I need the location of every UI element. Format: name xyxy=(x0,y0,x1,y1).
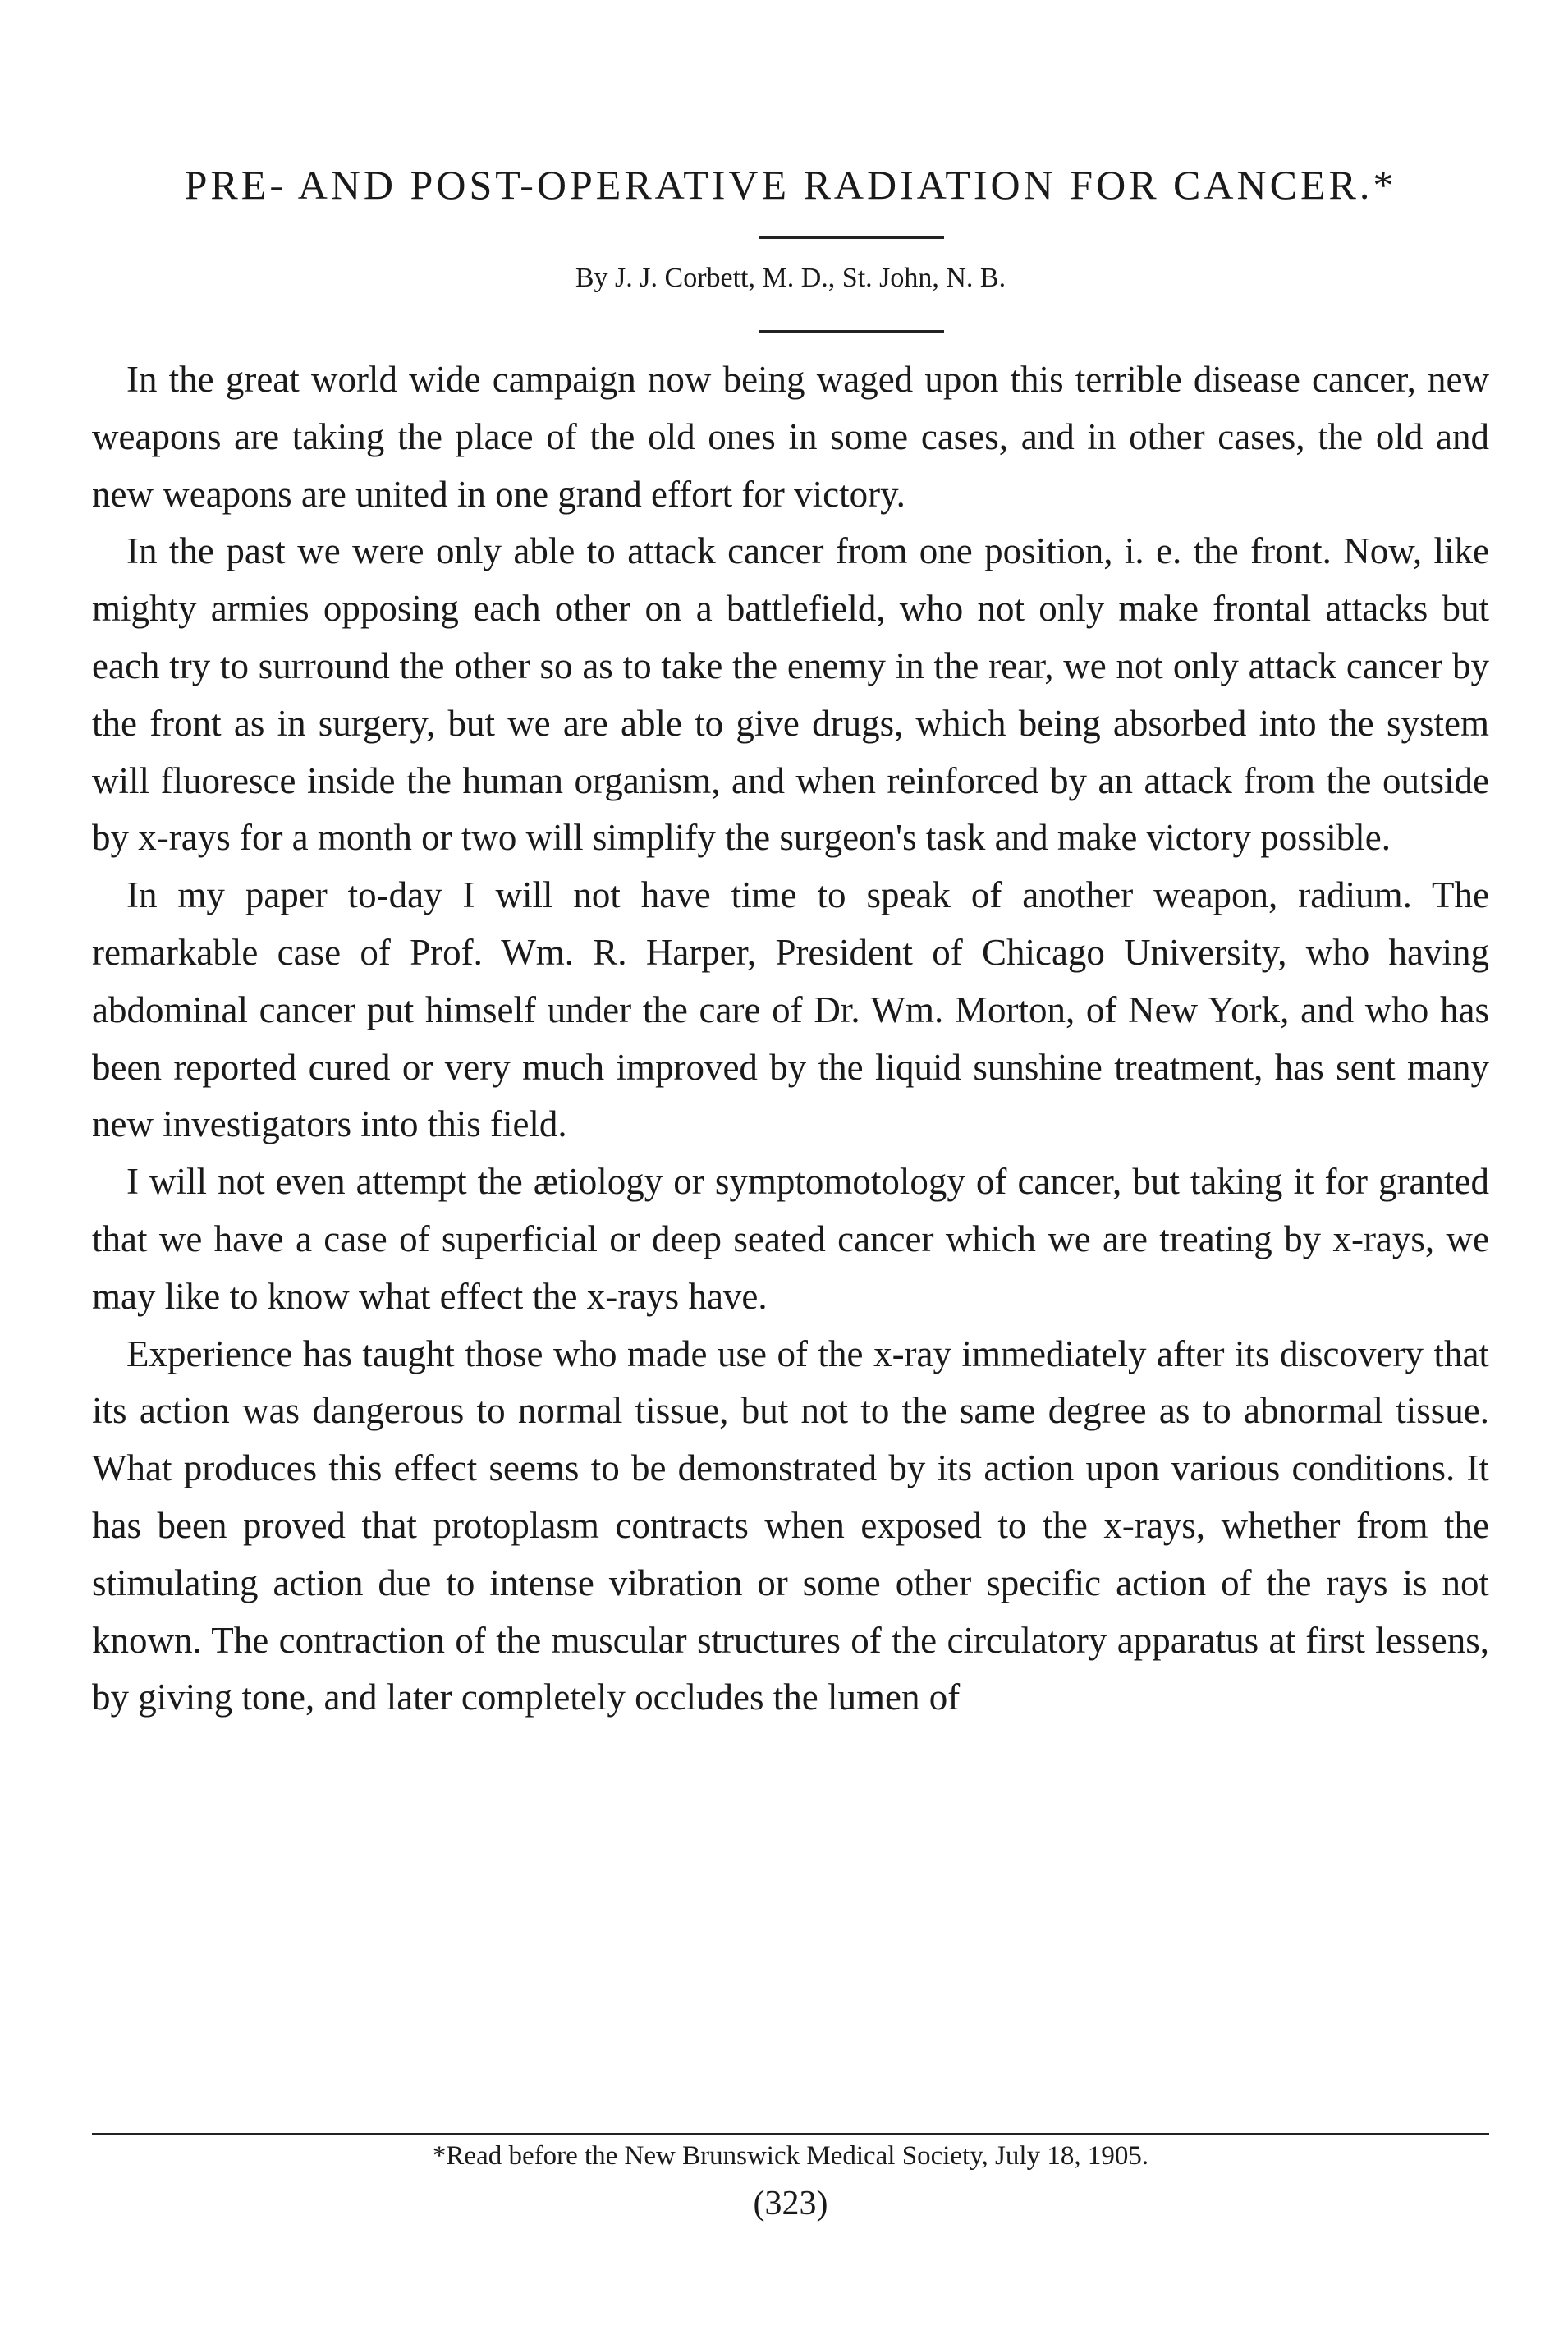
page-number: (323) xyxy=(753,2185,828,2222)
paragraph: Experience has taught those who made use of the x-ray immediately after its discovery that its action was dangerous to normal tissue, but not to the same degree as to abnormal tissue. What produces this effect seems to be demonstrated by its action upon various conditions. It has been proved that protoplasm contracts when exposed to the x-rays, whether from the stimulating action due to intense vibration or some other specific action of the rays is not known. The contraction of the muscular structures of the circulatory apparatus at first lessens, by giving tone, and later completely occludes the lumen of xyxy=(92,1332,1489,1718)
paragraph: In the past we were only able to attack cancer from one position, i. e. the front. Now, like mighty armies opposing each other on a battlefield, who not only make frontal attacks but each try to surround the other so as to take the enemy in the rear, we not only attack cancer by the front as in surgery, but we are able to give drugs, which being absorbed into the system will fluoresce inside the human organism, and when reinforced by an attack from the outside by x-rays for a month or two will simplify the surgeon's task and make victory possible. xyxy=(92,530,1489,859)
author-byline: By J. J. Corbett, M. D., St. John, N. B. xyxy=(575,263,1006,293)
paragraph: In the great world wide campaign now being waged upon this terrible disease cancer, new weapons are taking the place of the old ones in some cases, and in other cases, the old and new weapons are united in one grand effort for victory. xyxy=(92,359,1489,515)
article-body xyxy=(92,351,1489,1727)
footnote: *Read before the New Brunswick Medical Society, July 18, 1905. xyxy=(432,2141,1149,2171)
paragraph: In my paper to-day I will not have time to speak of another weapon, radium. The remarkable case of Prof. Wm. R. Harper, President of Chicago University, who having abdominal cancer put himself under the care of Dr. Wm. Morton, of New York, and who has been reported cured or very much improved by the liquid sunshine treatment, has sent many new investigators into this field. xyxy=(92,874,1489,1145)
footnote-divider xyxy=(92,2133,1489,2135)
paragraph: I will not even attempt the ætiology or symptomotology of cancer, but taking it for granted that we have a case of superficial or deep seated cancer which we are treating by x-rays, we may like to know what effect the x-rays have. xyxy=(92,1161,1489,1317)
byline-divider xyxy=(759,330,944,333)
article-title: PRE- AND POST-OPERATIVE RADIATION FOR CANCER.* xyxy=(184,162,1397,208)
title-divider xyxy=(759,236,944,239)
document-page xyxy=(92,0,1489,2330)
